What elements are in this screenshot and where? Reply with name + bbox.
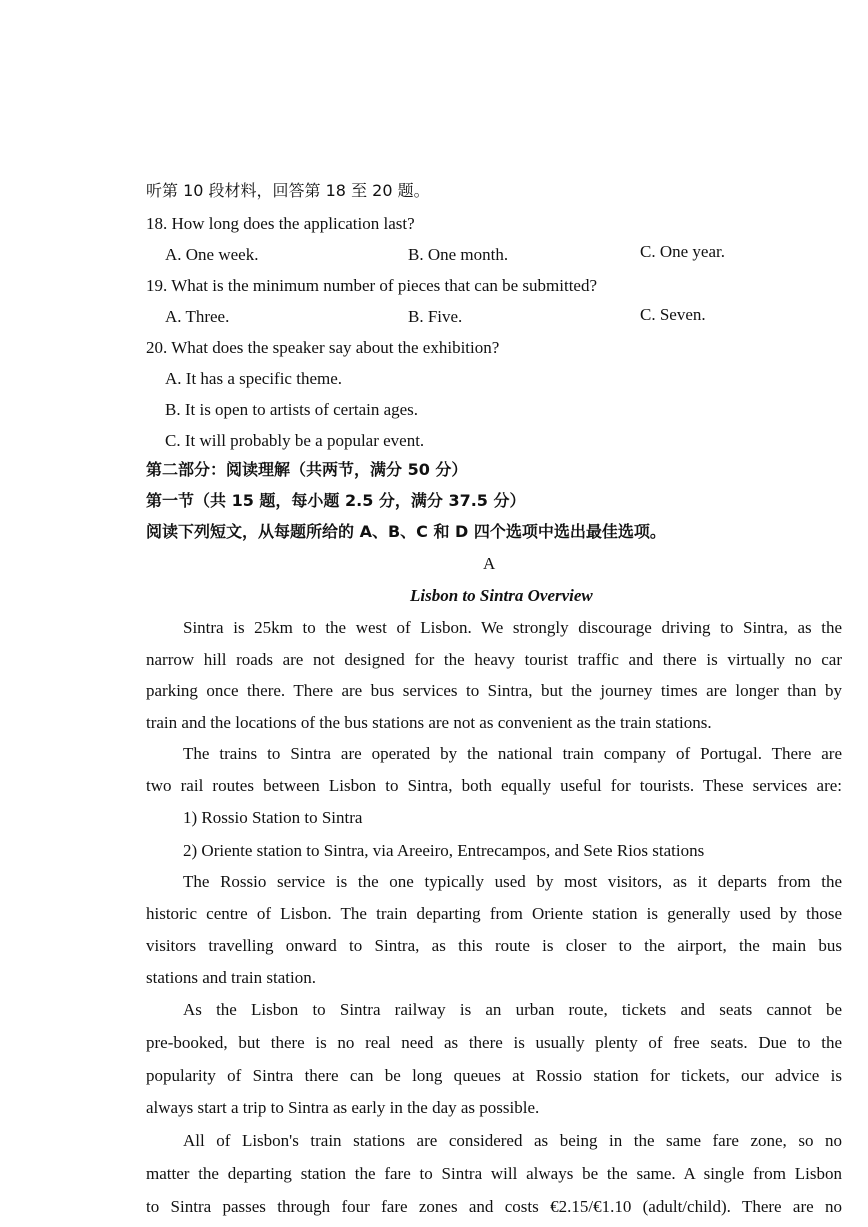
paragraph-3-line-1: The Rossio service is the one typically used by most visitors, as it departs from the bbox=[183, 872, 842, 891]
option-c: C. Seven. bbox=[640, 305, 706, 324]
paragraph-1-line-4: train and the locations of the bus stations are not as convenient as the train stations. bbox=[146, 713, 712, 732]
instruction: 阅读下列短文，从每题所给的 A、B、C 和 D 四个选项中选出最佳选项。 bbox=[146, 522, 666, 541]
question-20-stem: 20. What does the speaker say about the exhibition? bbox=[146, 338, 500, 357]
route-item-2: 2) Oriente station to Sintra, via Areeiro, Entrecampos, and Sete Rios stations bbox=[183, 841, 705, 860]
paragraph-5-line-1: All of Lisbon's train stations are considered as being in the same fare zone, so no bbox=[183, 1131, 842, 1150]
section-heading: 第一节（共 15 题，每小题 2.5 分，满分 37.5 分） bbox=[146, 491, 526, 510]
question-20-option-b: B. It is open to artists of certain ages. bbox=[165, 400, 419, 419]
option-c: C. One year. bbox=[640, 242, 725, 261]
paragraph-4-line-3: popularity of Sintra there can be long queues at Rossio station for tickets, our advice is bbox=[146, 1066, 842, 1085]
paragraph-2-line-2: two rail routes between Lisbon to Sintra, both equally useful for tourists. These services are: bbox=[146, 776, 842, 795]
paragraph-3-line-3: visitors travelling onward to Sintra, as this route is closer to the airport, the main bus bbox=[146, 936, 842, 955]
paragraph-3-line-2: historic centre of Lisbon. The train departing from Oriente station is generally used by those bbox=[146, 904, 842, 923]
listening-intro: 听第 10 段材料，回答第 18 至 20 题。 bbox=[146, 181, 430, 200]
passage-title: Lisbon to Sintra Overview bbox=[410, 586, 593, 605]
option-a: A. One week. bbox=[165, 245, 259, 264]
part-heading: 第二部分：阅读理解（共两节，满分 50 分） bbox=[146, 460, 468, 479]
passage-letter: A bbox=[483, 554, 496, 573]
question-18-stem: 18. How long does the application last? bbox=[146, 214, 415, 233]
option-b: B. One month. bbox=[408, 245, 509, 264]
paragraph-4-line-4: always start a trip to Sintra as early in the day as possible. bbox=[146, 1098, 540, 1117]
question-20-option-a: A. It has a specific theme. bbox=[165, 369, 343, 388]
question-19-stem: 19. What is the minimum number of pieces that can be submitted? bbox=[146, 276, 598, 295]
question-18-options bbox=[165, 244, 865, 266]
paragraph-5-line-3: to Sintra passes through four fare zones and costs €2.15/€1.10 (adult/child). There are no bbox=[146, 1197, 842, 1216]
paragraph-3-line-4: stations and train station. bbox=[146, 968, 316, 987]
question-19-options bbox=[165, 306, 865, 328]
paragraph-1-line-2: narrow hill roads are not designed for the heavy tourist traffic and there is virtually no car bbox=[146, 650, 842, 669]
paragraph-2-line-1: The trains to Sintra are operated by the national train company of Portugal. There are bbox=[183, 744, 842, 763]
paragraph-5-line-2: matter the departing station the fare to Sintra will always be the same. A single from Lisbon bbox=[146, 1164, 842, 1183]
option-a: A. Three. bbox=[165, 307, 230, 326]
route-item-1: 1) Rossio Station to Sintra bbox=[183, 808, 363, 827]
option-b: B. Five. bbox=[408, 307, 463, 326]
question-20-option-c: C. It will probably be a popular event. bbox=[165, 431, 425, 450]
paragraph-4-line-2: pre-booked, but there is no real need as there is usually plenty of free seats. Due to the bbox=[146, 1033, 842, 1052]
paragraph-4-line-1: As the Lisbon to Sintra railway is an urban route, tickets and seats cannot be bbox=[183, 1000, 842, 1019]
paragraph-1-line-3: parking once there. There are bus services to Sintra, but the journey times are longer than by bbox=[146, 681, 842, 700]
paragraph-1-line-1: Sintra is 25km to the west of Lisbon. We strongly discourage driving to Sintra, as the bbox=[183, 618, 842, 637]
